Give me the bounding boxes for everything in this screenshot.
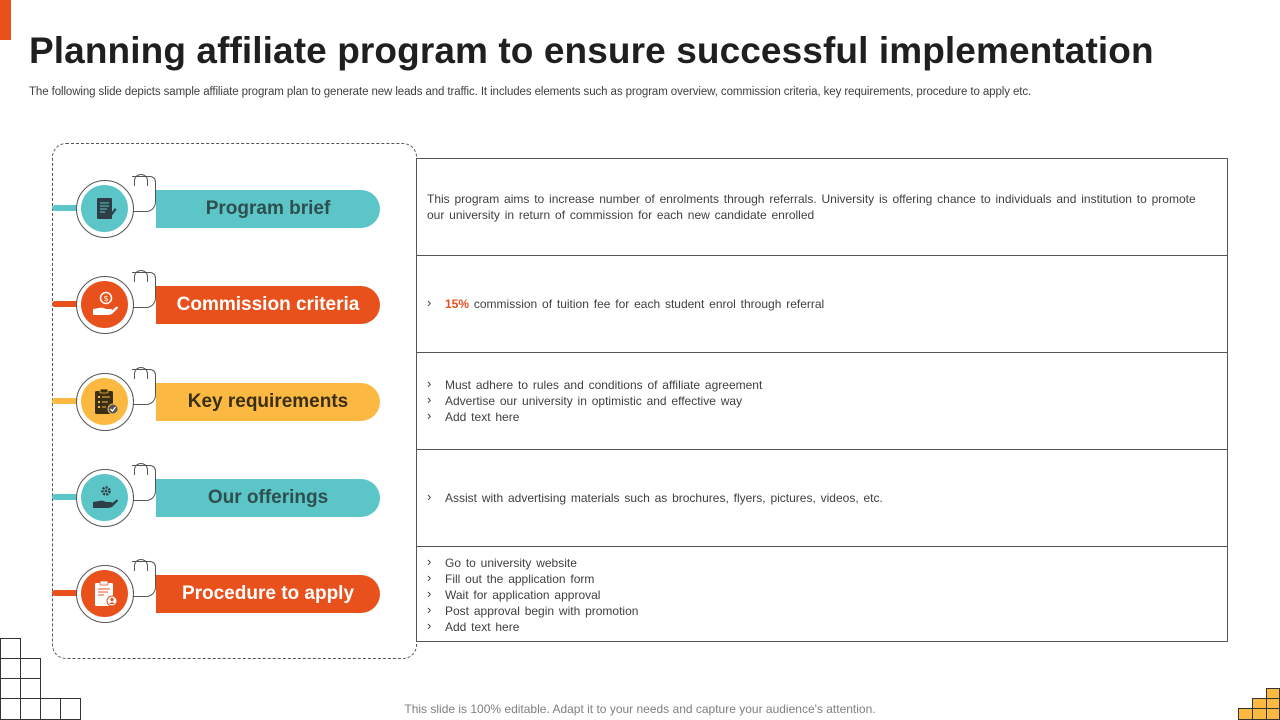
- commission-text: commission of tuition fee for each student enrol through referral: [469, 297, 825, 311]
- list-item: › Advertise our university in optimistic and effective way: [427, 393, 762, 409]
- page-title: Planning affiliate program to ensure successful implementation: [29, 30, 1154, 71]
- list-item: › Post approval begin with promotion: [427, 603, 638, 619]
- section-commission-criteria: [52, 276, 382, 336]
- section-icon-badge: [76, 469, 134, 527]
- details-table: [416, 158, 1228, 642]
- details-program-brief: [417, 159, 1227, 256]
- commission-rate: 15%: [445, 297, 470, 311]
- section-procedure-to-apply: [52, 565, 382, 625]
- accent-bar: [0, 0, 11, 40]
- clipboard-checklist-icon: [89, 386, 121, 418]
- grid-decoration: [0, 638, 84, 720]
- section-label: Program brief: [156, 190, 380, 228]
- list-item: › Fill out the application form: [427, 571, 638, 587]
- connector-hook: [132, 465, 156, 501]
- details-procedure-to-apply: [417, 547, 1227, 642]
- document-icon: [90, 194, 120, 224]
- connector-hook: [132, 369, 156, 405]
- connector-hook: [132, 561, 156, 597]
- connector-hook: [132, 272, 156, 308]
- list-item: › Must adhere to rules and conditions of affiliate agreement: [427, 377, 762, 393]
- list-item: › Assist with advertising materials such as brochures, flyers, pictures, videos, etc.: [427, 490, 883, 506]
- hand-gear-icon: [89, 482, 121, 514]
- section-icon-badge: [76, 276, 134, 334]
- details-our-offerings: [417, 450, 1227, 547]
- stairs-decoration: [1238, 688, 1280, 720]
- program-brief-text: This program aims to increase number of enrolments through referrals. University is offering chance to individuals and institution to promote our university in return of commission for each new candidate enrolled: [427, 192, 1196, 222]
- list-item: › Add text here: [427, 409, 762, 425]
- details-commission-criteria: [417, 256, 1227, 353]
- list-item: › Go to university website: [427, 555, 638, 571]
- section-program-brief: [52, 180, 382, 240]
- section-label: Procedure to apply: [156, 575, 380, 613]
- section-our-offerings: [52, 469, 382, 529]
- list-item: [427, 296, 824, 312]
- hand-money-icon: [89, 289, 121, 321]
- section-label: Our offerings: [156, 479, 380, 517]
- section-icon-badge: [76, 180, 134, 238]
- list-item: › Wait for application approval: [427, 587, 638, 603]
- connector-hook: [132, 176, 156, 212]
- footer-note: This slide is 100% editable. Adapt it to your needs and capture your audience's attention.: [404, 702, 876, 716]
- section-icon-badge: [76, 373, 134, 431]
- page-subtitle: The following slide depicts sample affiliate program plan to generate new leads and traffic. It includes elements such as program overview, commission criteria, key requirements, procedure to apply etc.: [29, 86, 1032, 98]
- details-key-requirements: [417, 353, 1227, 450]
- application-form-icon: [89, 578, 121, 610]
- svg-text:$: $: [102, 293, 109, 303]
- section-label: Commission criteria: [156, 286, 380, 324]
- list-item: › Add text here: [427, 619, 638, 635]
- section-key-requirements: [52, 373, 382, 433]
- section-label: Key requirements: [156, 383, 380, 421]
- section-icon-badge: [76, 565, 134, 623]
